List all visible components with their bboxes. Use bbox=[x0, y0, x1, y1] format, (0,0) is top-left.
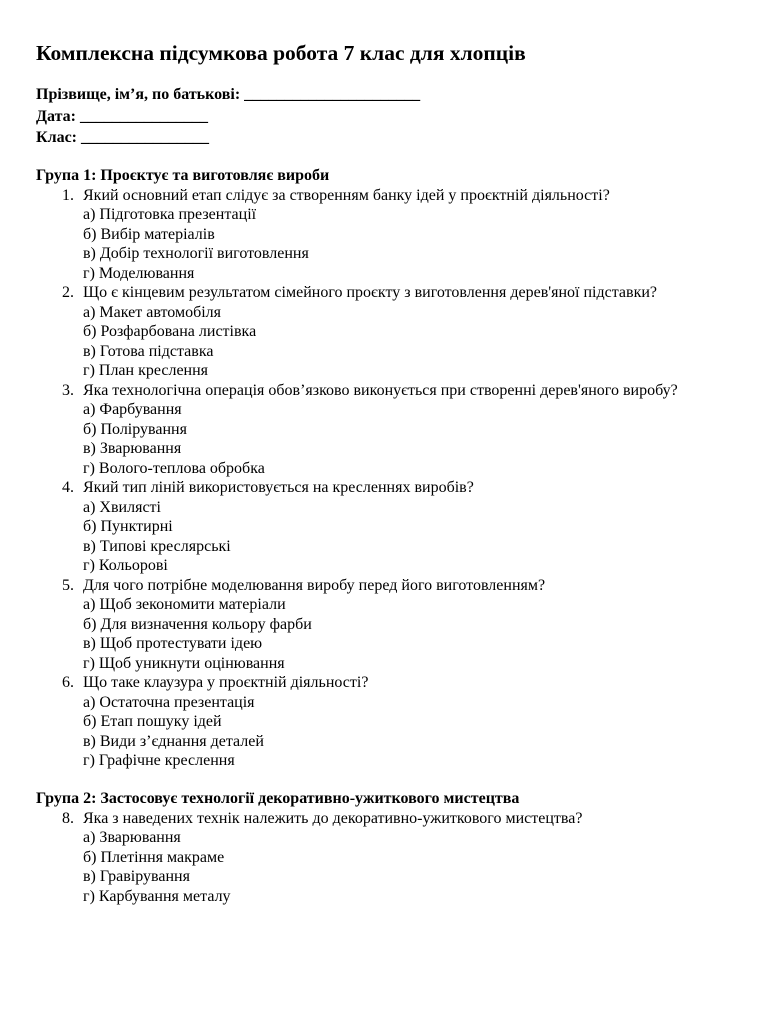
question-text: Яка технологічна операція обов’язково виконується при створенні дерев'яного виробу? bbox=[83, 381, 678, 399]
question-item bbox=[36, 381, 736, 479]
answer-option: б) Етап пошуку ідей bbox=[83, 713, 222, 730]
question-item bbox=[36, 283, 736, 381]
answer-option: г) Волого-теплова обробка bbox=[83, 459, 265, 477]
date-label: Дата: bbox=[36, 107, 76, 125]
answer-option: б) Плетіння макраме bbox=[83, 848, 225, 866]
question-item bbox=[36, 673, 736, 771]
answer-option: в) Готова підставка bbox=[83, 342, 214, 360]
answer-option: г) Карбування металу bbox=[83, 887, 231, 905]
answer-options bbox=[83, 595, 736, 673]
answer-options bbox=[83, 828, 736, 906]
class-field bbox=[36, 127, 736, 149]
group-1-heading: Група 1: Проєктує та виготовляє вироби bbox=[36, 166, 330, 184]
class-blank: ________________ bbox=[81, 129, 210, 146]
answer-options bbox=[83, 498, 736, 576]
answer-option: в) Гравірування bbox=[83, 868, 190, 885]
question-number: 5. bbox=[62, 576, 74, 594]
answer-option: в) Види з’єднання деталей bbox=[83, 732, 264, 750]
answer-options bbox=[83, 205, 736, 283]
question-text: Яка з наведених технік належить до декоративно-ужиткового мистецтва? bbox=[83, 809, 583, 827]
group-2-heading: Група 2: Застосовує технології декоративно-ужиткового мистецтва bbox=[36, 789, 520, 807]
answer-option: в) Зварювання bbox=[83, 440, 182, 457]
full-name-field bbox=[36, 84, 736, 106]
document-page bbox=[36, 38, 736, 906]
question-number: 4. bbox=[62, 479, 74, 496]
answer-option: а) Підготовка презентації bbox=[83, 206, 257, 223]
answer-option: б) Полірування bbox=[83, 420, 187, 438]
answer-option: б) Пунктирні bbox=[83, 518, 173, 535]
question-item bbox=[36, 478, 736, 576]
answer-option: а) Фарбування bbox=[83, 401, 182, 418]
answer-option: б) Для визначення кольору фарби bbox=[83, 615, 312, 633]
question-item bbox=[36, 576, 736, 674]
question-text: Який тип ліній використовується на кресленнях виробів? bbox=[83, 479, 474, 496]
answer-option: г) Щоб уникнути оцінювання bbox=[83, 654, 285, 672]
student-info-fields bbox=[36, 84, 736, 149]
question-text: Для чого потрібне моделювання виробу перед його виготовленням? bbox=[83, 576, 546, 594]
question-item bbox=[36, 809, 736, 907]
answer-option: в) Типові креслярські bbox=[83, 537, 231, 555]
full-name-label: Прізвище, ім’я, по батькові: bbox=[36, 86, 241, 103]
answer-option: а) Щоб зекономити матеріали bbox=[83, 596, 286, 613]
full-name-blank: ______________________ bbox=[244, 86, 421, 103]
question-text: Що є кінцевим результатом сімейного проєкту з виготовлення дерев'яної підставки? bbox=[83, 284, 658, 301]
group-2-question-list bbox=[36, 809, 736, 907]
question-text: Який основний етап слідує за створенням банку ідей у проєктній діяльності? bbox=[83, 186, 610, 204]
answer-options bbox=[83, 303, 736, 381]
answer-option: г) Кольорові bbox=[83, 557, 168, 574]
class-label: Клас: bbox=[36, 129, 78, 146]
question-number: 1. bbox=[62, 186, 74, 204]
question-number: 6. bbox=[62, 674, 74, 691]
answer-option: г) Моделювання bbox=[83, 264, 195, 282]
answer-option: б) Розфарбована листівка bbox=[83, 323, 257, 340]
answer-options bbox=[83, 693, 736, 771]
answer-option: а) Макет автомобіля bbox=[83, 303, 222, 321]
question-number: 3. bbox=[62, 381, 74, 399]
answer-option: в) Добір технології виготовлення bbox=[83, 245, 309, 262]
question-item bbox=[36, 186, 736, 284]
answer-options bbox=[83, 400, 736, 478]
answer-option: в) Щоб протестувати ідею bbox=[83, 635, 263, 652]
answer-option: а) Зварювання bbox=[83, 829, 181, 846]
question-text: Що таке клаузура у проєктній діяльності? bbox=[83, 674, 369, 691]
date-field bbox=[36, 106, 736, 128]
answer-option: а) Хвилясті bbox=[83, 498, 161, 516]
answer-option: а) Остаточна презентація bbox=[83, 693, 255, 711]
answer-option: б) Вибір матеріалів bbox=[83, 225, 215, 243]
answer-option: г) Графічне креслення bbox=[83, 752, 235, 769]
answer-option: г) План креслення bbox=[83, 362, 209, 379]
question-number: 2. bbox=[62, 284, 74, 301]
document-title: Комплексна підсумкова робота 7 клас для хлопців bbox=[36, 41, 526, 65]
date-blank: ________________ bbox=[79, 107, 208, 125]
group-1-question-list bbox=[36, 186, 736, 771]
question-number: 8. bbox=[62, 809, 74, 827]
